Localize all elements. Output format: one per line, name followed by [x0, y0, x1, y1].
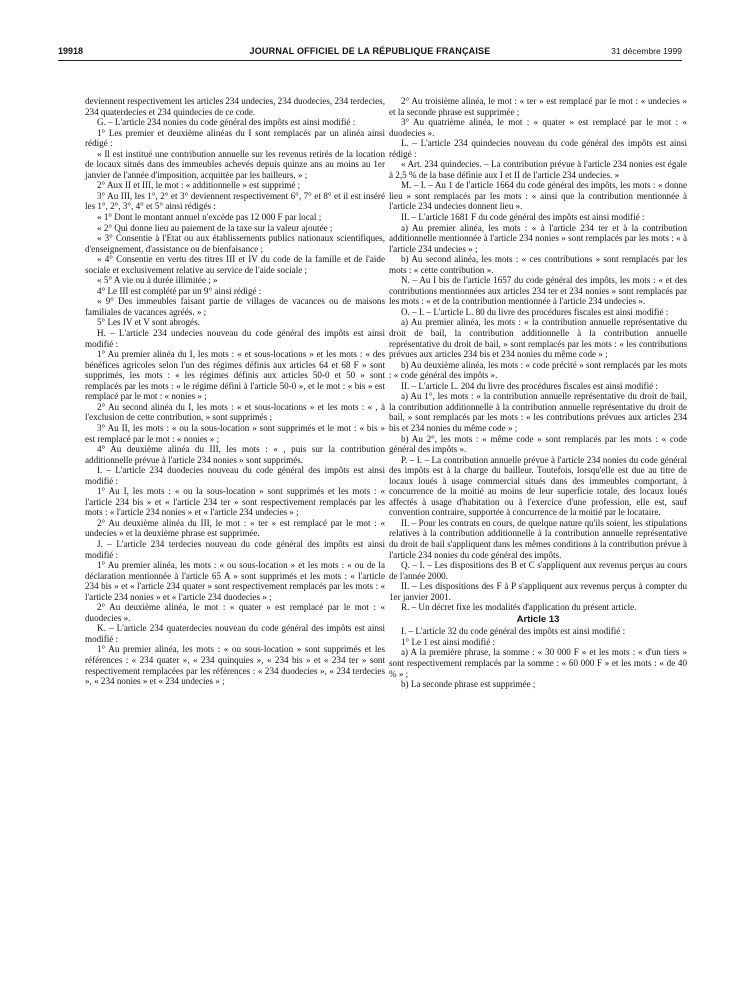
paragraph: deviennent respectivement les articles 234 undecies, 234 duodecies, 234 terdecies, 234 quaterdecies et 234 quindecies de ce code. [85, 96, 385, 117]
paragraph: 1° Le 1 est ainsi modifié : [401, 636, 496, 647]
paragraph: a) Au premier alinéa, les mots : « la contribution annuelle représentative du droit de bail, la contribution additionnelle à la contribution annuelle représentative du droit de bail, » sont remplacés par les mots : « les contributions prévues aux articles 234 bis et 234 nonies du même code » ; [389, 317, 687, 360]
paragraph: 4° Le III est complété par un 9° ainsi rédigé : [97, 285, 262, 296]
paragraph: 1° Au premier alinéa, les mots : « ou sous-location » et les mots : « ou de la déclaration mentionnée à l'article 65 A » sont supprimés et les mots : « l'article 234 bis » et « l'article 234 quater » sont respectivement remplacés par les mots : « l'article 234 nonies » et « l'article 234 duodecies » ; [85, 560, 385, 602]
issue-date: 31 décembre 1999 [611, 46, 682, 56]
paragraph: 1° Les premier et deuxième alinéas du I sont remplacés par un alinéa ainsi rédigé : [85, 127, 385, 149]
paragraph: a) A la première phrase, la somme : « 30 000 F » et les mots : « d'un tiers » sont respectivement remplacés par la somme : « 60 000 F » et les mots : « de 40 % » ; [389, 647, 687, 679]
page-number: 19918 [58, 46, 84, 56]
paragraph: 1° Au premier alinéa du I, les mots : « et sous-locations » et les mots : « des bénéfices agricoles selon l'un des régimes définis aux articles 64 et 68 F » sont supprimés, les mots : « les régimes définis aux articles 50-0 et 50 » sont remplacés par les mots : « le régime défini à l'article 50-0 », et le mot : « bis » est remplacé par le mot : « nonies » ; [85, 349, 385, 402]
left-column [85, 96, 385, 687]
paragraph: G. – L'article 234 nonies du code général des impôts est ainsi modifié : [97, 117, 356, 128]
paragraph: 5° Les IV et V sont abrogés. [97, 317, 200, 328]
paragraph: K. – L'article 234 quaterdecies nouveau du code général des impôts est ainsi modifié : [85, 623, 385, 644]
page-header [58, 44, 682, 60]
paragraph: b) Au second alinéa, les mots : « ces contributions » sont remplacés par les mots : « cette contribution ». [389, 254, 687, 275]
paragraph: 2° Aux II et III, le mot : « additionnelle » est supprimé ; [97, 180, 301, 191]
header-rule [58, 60, 682, 61]
paragraph: 4° Au deuxième alinéa du III, les mots : « , puis sur la contribution additionnelle prévue à l'article 234 nonies » sont supprimés. [85, 444, 385, 465]
paragraph: I. – L'article 234 duodecies nouveau du code général des impôts est ainsi modifié : [85, 465, 385, 486]
paragraph: b) La seconde phrase est supprimée ; [401, 679, 536, 690]
paragraph: II. – L'article L. 204 du livre des procédures fiscales est ainsi modifié : [401, 380, 658, 391]
paragraph: J. – L'article 234 terdecies nouveau du code général des impôts est ainsi modifié : [85, 538, 385, 560]
paragraph: a) Au 1°, les mots : « la contribution annuelle représentative du droit de bail, la contribution additionnelle à la contribution annuelle représentative du droit de bail, » sont remplacés par les mots : « les contributions prévues aux articles 234 bis et 234 nonies du même code » ; [389, 391, 687, 433]
paragraph: L. – L'article 234 quindecies nouveau du code général des impôts est ainsi rédigé : [389, 138, 687, 159]
paragraph: a) Au premier alinéa, les mots : « à l'article 234 ter et à la contribution additionnelle mentionnée à l'article 234 nonies » sont remplacés par les mots : « à l'article 234 undecies » ; [389, 222, 687, 254]
right-column [389, 96, 687, 690]
paragraph: 1° Au I, les mots : « ou la sous-location » sont supprimés et les mots : « l'article 234 bis » et « l'article 234 ter » sont respectivement remplacés par les mots : « l'article 234 nonies » et « l'article 234 undecies » ; [85, 486, 385, 518]
paragraph: « 2° Qui donne lieu au paiement de la taxe sur la valeur ajoutée ; [97, 222, 333, 233]
paragraph: P. – I. – La contribution annuelle prévue à l'article 234 nonies du code général des impôts est à la charge du bailleur. Toutefois, lorsqu'elle est due au titre de locaux loués à usage commercial situés dans des immeubles comportant, à concurrence de la moitié au moins de leur superficie totale, des locaux loués affectés à usage d'habitation ou à l'exercice d'une profession, elle est, sauf convention contraire, supportée à concurrence de la moitié par le locataire. [389, 454, 687, 518]
paragraph: 2° Au deuxième alinéa, le mot : « quater » est remplacé par le mot : « duodecies ». [85, 602, 385, 623]
paragraph: II. – Les dispositions des F à P s'appliquent aux revenus perçus à compter du 1er janvier 2001. [389, 581, 687, 602]
paragraph: « 4° Consentie en vertu des titres III et IV du code de la famille et de l'aide sociale et exclusivement relative au service de l'aide sociale ; [85, 254, 385, 275]
paragraph: b) Au 2°, les mots : « même code » sont remplacés par les mots : « code général des impôts ». [389, 433, 687, 455]
paragraph: « 3° Consentie à l'Etat ou aux établissements publics nationaux scientifiques, d'enseignement, d'assistance ou de bienfaisance ; [85, 233, 385, 254]
paragraph: 1° Au premier alinéa, les mots : « ou sous-location » sont supprimés et les références : « 234 quater », « 234 quinquies », « 234 bis » et « 234 ter » sont respectivement remplacées par les références : « 234 duodecies », « 234 terdecies », « 234 nonies » et « 234 undecies » ; [85, 644, 385, 687]
paragraph: « 5° A vie ou à durée illimitée ; » [97, 275, 218, 286]
paragraph: N. – Au I bis de l'article 1657 du code général des impôts, les mots : « et des contributions mentionnées aux articles 234 ter et 234 nonies » sont remplacés par les mots : « et de la contribution mentionnée à l'article 234 undecies ». [389, 275, 687, 307]
paragraph: H. – L'article 234 undecies nouveau du code général des impôts est ainsi modifié : [85, 328, 385, 349]
paragraph: « 9° Des immeubles faisant partie de villages de vacances ou de maisons familiales de vacances agréés. » ; [85, 296, 385, 317]
paragraph: II. – L'article 1681 F du code général des impôts est ainsi modifié : [401, 212, 645, 223]
paragraph: « 1° Dont le montant annuel n'excède pas 12 000 F par local ; [97, 212, 322, 223]
paragraph: 3° Au quatrième alinéa, le mot : « quater » est remplacé par le mot : « duodecies ». [389, 117, 687, 138]
paragraph: b) Au deuxième alinéa, les mots : « code précité » sont remplacés par les mots : « code général des impôts ». [389, 359, 687, 381]
paragraph: 3° Au III, les 1°, 2° et 3° deviennent respectivement 6°, 7° et 8° et il est inséré les 1°, 2°, 3°, 4° et 5° ainsi rédigés : [85, 190, 385, 212]
paragraph: R. – Un décret fixe les modalités d'application du présent article. [401, 602, 637, 613]
paragraph: 2° Au second alinéa du I, les mots : « et sous-locations » et les mots : « , à l'exclusion de cette contribution, » sont supprimés ; [85, 401, 385, 423]
paragraph: 2° Au deuxième alinéa du III, le mot : « ter » est remplacé par le mot : « undecies » et la deuxième phrase est supprimée. [85, 517, 385, 539]
paragraph: I. – L'article 32 du code général des impôts est ainsi modifié : [401, 626, 626, 637]
paragraph: M. – I. – Au 1 de l'article 1664 du code général des impôts, les mots : « donne lieu » sont remplacés par les mots : « ainsi que la contribution mentionnée à l'article 234 undecies donnent lieu ». [389, 180, 687, 212]
paragraph: « Art. 234 quindecies. – La contribution prévue à l'article 234 nonies est égale à 2,5 % de la base définie aux I et II de l'article 234 undecies. » [389, 159, 687, 180]
article-heading: Article 13 [516, 613, 560, 625]
paragraph: « Il est institué une contribution annuelle sur les revenus retirés de la location de locaux situés dans des immeubles achevés depuis quinze ans au moins au 1er janvier de l'année d'imposition, acquittée par les bailleurs. » ; [85, 148, 385, 180]
paragraph: 2° Au troisième alinéa, le mot : « ter » est remplacé par le mot : « undecies » et la seconde phrase est supprimée ; [389, 96, 687, 117]
paragraph: 3° Au II, les mots : « ou la sous-location » sont supprimés et le mot : « bis » est remplacé par le mot : « nonies » ; [85, 422, 385, 444]
paragraph: II. – Pour les contrats en cours, de quelque nature qu'ils soient, les stipulations relatives à la contribution additionnelle à la contribution annuelle représentative du droit de bail s'appliquent dans les mêmes conditions à la contribution prévue à l'article 234 nonies du code général des impôts. [389, 517, 687, 560]
paragraph: Q. – I. – Les dispositions des B et C s'appliquent aux revenus perçus au cours de l'année 2000. [389, 560, 687, 581]
paragraph: O. – I. – L'article L. 80 du livre des procédures fiscales est ainsi modifié : [401, 306, 669, 317]
journal-title: JOURNAL OFFICIEL DE LA RÉPUBLIQUE FRANÇAISE [249, 46, 491, 56]
